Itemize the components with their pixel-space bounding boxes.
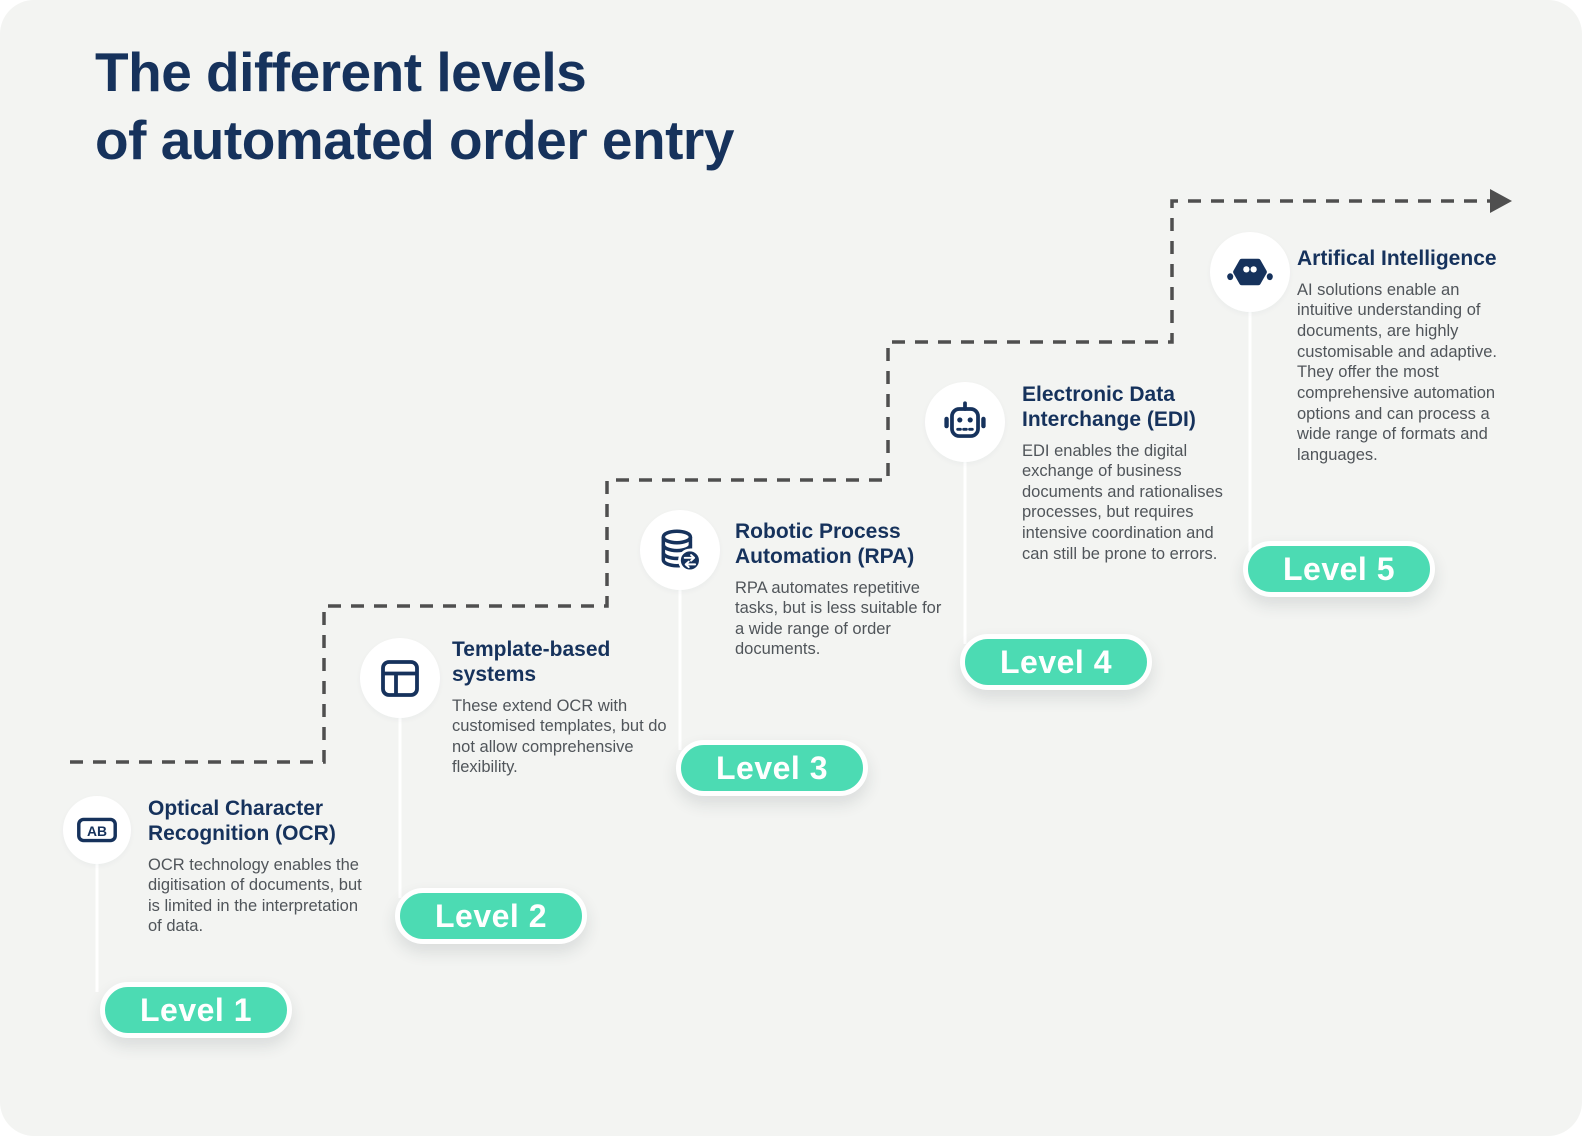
ocr-icon bbox=[63, 796, 131, 864]
template-layout-glyph bbox=[376, 654, 424, 702]
robot-head-icon bbox=[925, 382, 1005, 462]
robot-head-glyph bbox=[940, 397, 990, 447]
level-3-heading: Robotic Process Automation (RPA) bbox=[735, 520, 915, 568]
database-sync-icon bbox=[640, 510, 720, 590]
level-4-badge bbox=[960, 634, 1152, 690]
level-2-text bbox=[452, 638, 680, 778]
level-4-description: EDI enables the digital exchange of business documents and rationalises processes, but requires intensive coordination and can still be prone to errors. bbox=[1022, 441, 1223, 563]
level-2-description: These extend OCR with customised templates, but do not allow comprehensive flexibility. bbox=[452, 696, 667, 777]
level-3-badge-label: Level 3 bbox=[715, 749, 828, 786]
level-3-text bbox=[735, 520, 963, 660]
arrow-head-icon bbox=[1490, 189, 1512, 213]
level-5-badge-label: Level 5 bbox=[1282, 550, 1395, 587]
level-2-badge-label: Level 2 bbox=[434, 897, 547, 934]
page-title-line2: of automated order entry bbox=[95, 109, 734, 172]
level-4-heading: Electronic Data Interchange (EDI) bbox=[1022, 383, 1196, 431]
page-title-line1: The different levels bbox=[95, 41, 587, 103]
ocr-ab-glyph bbox=[74, 807, 120, 853]
level-5-badge bbox=[1243, 541, 1435, 597]
page-title bbox=[95, 38, 734, 174]
level-1-text bbox=[148, 797, 376, 937]
level-3-badge bbox=[676, 740, 868, 796]
level-2-badge bbox=[395, 888, 587, 944]
level-3-description: RPA automates repetitive tasks, but is less suitable for a wide range of order documents. bbox=[735, 578, 942, 659]
template-layout-icon bbox=[360, 638, 440, 718]
level-1-description: OCR technology enables the digitisation of documents, but is limited in the interpretation of data. bbox=[148, 855, 362, 936]
level-1-heading: Optical Character Recognition (OCR) bbox=[148, 797, 336, 845]
ai-hexagon-face-glyph bbox=[1225, 247, 1275, 297]
ai-hexagon-face-icon bbox=[1210, 232, 1290, 312]
level-5-description: AI solutions enable an intuitive understanding of documents, are highly customisable and adaptive. They offer the most comprehensive automation options and can process a wide range of formats and languages. bbox=[1297, 280, 1497, 464]
level-1-badge-label: Level 1 bbox=[139, 991, 252, 1028]
database-sync-glyph bbox=[655, 525, 705, 575]
level-4-badge-label: Level 4 bbox=[999, 643, 1112, 680]
level-2-heading: Template-based systems bbox=[452, 638, 611, 686]
level-1-badge bbox=[100, 982, 292, 1038]
level-5-text bbox=[1297, 247, 1525, 465]
level-5-heading: Artifical Intelligence bbox=[1297, 247, 1497, 270]
ocr-ab-label: AB bbox=[86, 822, 108, 839]
level-4-text bbox=[1022, 383, 1250, 564]
